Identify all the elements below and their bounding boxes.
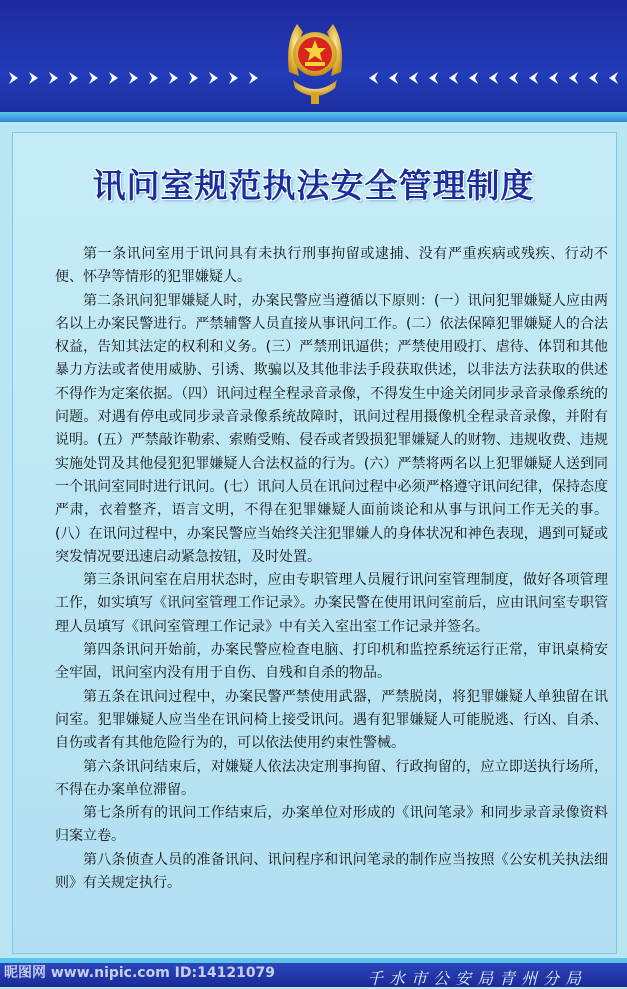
chevron-right-icon — [66, 70, 82, 86]
chevron-left-icon — [405, 70, 421, 86]
chevron-right-icon — [86, 70, 102, 86]
chevron-right-icon — [46, 70, 62, 86]
chevron-right-icon — [6, 70, 22, 86]
chevron-left-icon — [565, 70, 581, 86]
chevron-right-icon — [146, 70, 162, 86]
article-2: 第二条讯问犯罪嫌疑人时，办案民警应当遵循以下原则：(一）讯问犯罪嫌疑人应由两名以上办案民警进行。严禁辅警人员直接从事讯问工作。(二）依法保障犯罪嫌疑人的合法权益，告知其法定的权利和义务。(三）严禁刑讯逼供；严禁使用殴打、虐待、体罚和其他暴力方法或者使用威胁、引诱、欺骗以及其他非法手段获取供述，以非法方法获取的供述不得作为定案依据。（四）讯问过程全程录音录像，不得发生中途关闭同步录音录像系统的问题。对遇有停电或同步录音录像系统故障时，讯问过程用摄像机全程录音录像，并附有说明。(五）严禁敲诈勒索、索贿受贿、侵吞或者毁损犯罪嫌疑人的财物、违规收费、违规实施处罚及其他侵犯犯罪嫌疑人合法权益的行为。(六）严禁将两名以上犯罪嫌疑人送到同一个讯问室同时进行讯问。(七）讯问人员在讯问过程中必须严格遵守讯问纪律，保持态度严肃，衣着整齐，语言文明，不得在犯罪嫌疑人面前谈论和从事与讯问工作无关的事。(八）在讯问过程中，办案民警应当始终关注犯罪嫌人的身体状况和神色表现，遇到可疑或突发情况要迅速启动紧急按钮，及时处置。 — [55, 292, 608, 565]
chevron-left-icon — [505, 70, 521, 86]
police-emblem-icon — [283, 12, 347, 108]
chevron-right-icon — [106, 70, 122, 86]
chevron-right-icon — [126, 70, 142, 86]
chevron-left-icon — [425, 70, 441, 86]
chevron-left-icon — [485, 70, 501, 86]
chevron-left-icon — [445, 70, 461, 86]
chevron-right-icon — [246, 70, 262, 86]
header-band — [0, 0, 627, 122]
chevron-right-icon — [166, 70, 182, 86]
article-7: 第七条所有的讯问工作结束后，办案单位对形成的《讯问笔录》和同步录音录像资料归案立卷。 — [55, 805, 608, 845]
chevron-left-icon — [365, 70, 381, 86]
chevron-left-icon — [465, 70, 481, 86]
chevron-left-icon — [545, 70, 561, 86]
chevron-left-icon — [385, 70, 401, 86]
watermark-text: 昵图网 www.nipic.com ID:14121079 — [4, 965, 276, 981]
article-8: 第八条侦查人员的准备讯问、讯问程序和讯问笔录的制作应当按照《公安机关执法细则》有关规定执行。 — [55, 851, 608, 892]
left-chevron-row — [6, 70, 262, 92]
chevron-right-icon — [186, 70, 202, 86]
chevron-left-icon — [605, 70, 621, 86]
chevron-right-icon — [206, 70, 222, 86]
article-4: 第四条讯问开始前，办案民警应检查电脑、打印机和监控系统运行正常，审讯桌椅安全牢固，讯问室内没有用于自伤、自残和自杀的物品。 — [55, 642, 608, 682]
article-6: 第六条讯问结束后，对嫌疑人依法决定刑事拘留、行政拘留的，应立即送执行场所，不得在办案单位滞留。 — [55, 758, 608, 798]
right-chevron-row — [365, 70, 621, 92]
document-title: 讯问室规范执法安全管理制度 — [92, 166, 535, 205]
chevron-right-icon — [226, 70, 242, 86]
chevron-left-icon — [585, 70, 601, 86]
article-5: 第五条在讯问过程中，办案民警严禁使用武器，严禁脱岗，将犯罪嫌疑人单独留在讯问室。犯罪嫌疑人应当坐在讯问椅上接受讯问。遇有犯罪嫌疑人可能脱逃、行凶、自杀、自伤或者有其他危险行为的，可以依法使用约束性警械。 — [55, 688, 608, 752]
chevron-right-icon — [26, 70, 42, 86]
chevron-left-icon — [525, 70, 541, 86]
article-1: 第一条讯问室用于讯问具有未执行刑事拘留或逮捕、没有严重疾病或残疾、行动不便、怀孕等情形的犯罪嫌疑人。 — [55, 246, 608, 286]
footer-organization: 千水市公安局青州分局 — [366, 969, 587, 988]
article-3: 第三条讯问室在启用状态时，应由专职管理人员履行讯问室管理制度，做好各项管理工作，如实填写《讯问室管理工作记录》。办案民警在使用讯问室前后，应由讯问室专职管理人员填写《讯问室管理工作记录》中有关入室出室工作记录并签名。 — [55, 572, 608, 635]
document-body — [55, 243, 608, 895]
